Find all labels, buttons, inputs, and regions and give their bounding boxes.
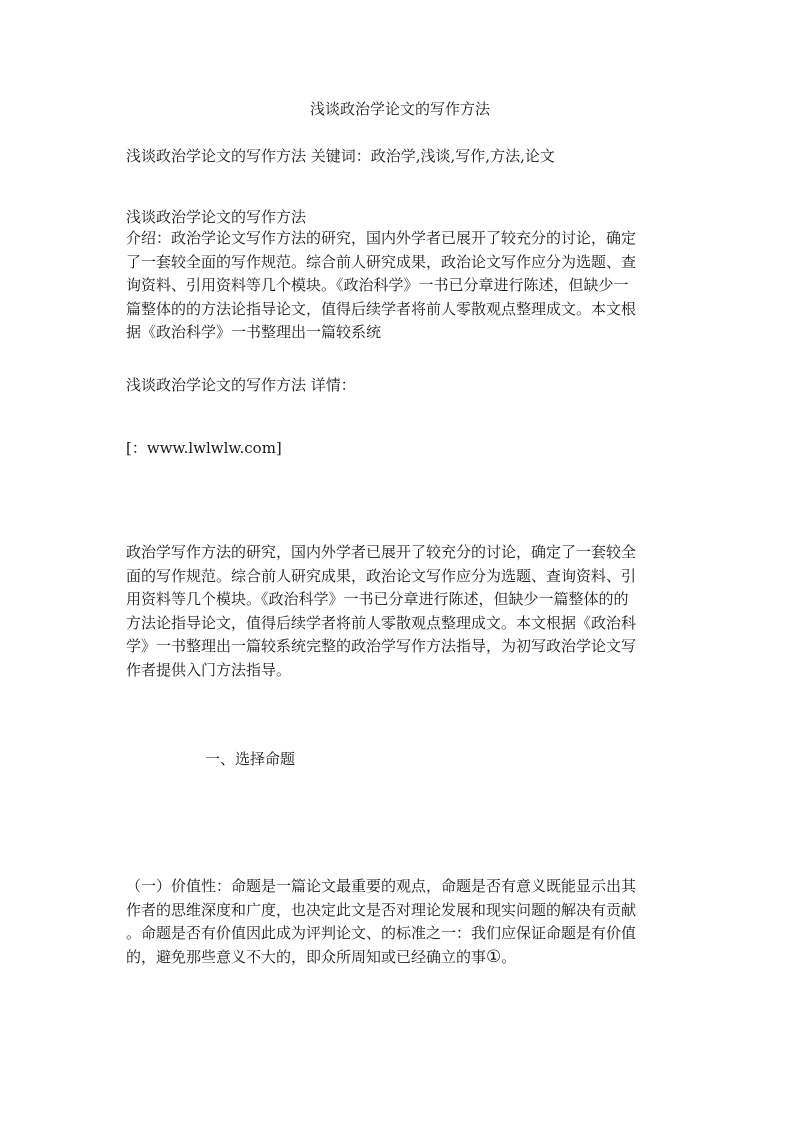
body-line: 面的写作规范。综合前人研究成果，政治论文写作应分为选题、查询资料、引: [126, 566, 637, 585]
section-line: 。命题是否有价值因此成为评判论文、的标准之一：我们应保证命题是有价值: [126, 924, 637, 942]
section-paragraph: [126, 875, 676, 969]
intro-line: 询资料、引用资料等几个模块。《政治科学》一书已分章进行陈述，但缺少一: [126, 276, 629, 294]
body-line: 方法论指导论文，值得后续学者将前人零散观点整理成文。本文根据《政治科: [126, 613, 637, 632]
intro-line: 篇整体的的方法论指导论文，值得后续学者将前人零散观点整理成文。本文根: [126, 299, 637, 318]
body-line: 用资料等几个模块。《政治科学》一书已分章进行陈述，但缺少一篇整体的的: [126, 590, 629, 608]
body-line: 政治学写作方法的研究，国内外学者已展开了较充分的讨论，确定了一套较全: [126, 543, 637, 561]
section-line: （一）价值性：命题是一篇论文最重要的观点，命题是否有意义既能显示出其: [126, 877, 637, 895]
body-paragraph: [126, 541, 676, 682]
footnote-marker[interactable]: ①: [486, 946, 502, 967]
intro-line: 了一套较全面的写作规范。综合前人研究成果，政治论文写作应分为选题、查: [126, 252, 637, 271]
section-last-line-text: 的，避免那些意义不大的，即众所周知或已经确立的事: [126, 947, 487, 966]
document-title: 浅谈政治学论文的写作方法: [309, 100, 490, 118]
intro-line: 介绍：政治学论文写作方法的研究，国内外学者已展开了较充分的讨论，确定: [126, 229, 637, 247]
body-line: 学》一书整理出一篇较系统完整的政治学写作方法指导，为初写政治学论文写: [126, 637, 637, 655]
body-line: 作者提供入门方法指导。: [126, 660, 292, 679]
details-label: 浅谈政治学论文的写作方法 详情：: [126, 376, 356, 394]
section-line: [126, 946, 676, 970]
intro-heading: 浅谈政治学论文的写作方法: [126, 208, 307, 226]
keywords-line: 浅谈政治学论文的写作方法 关键词：政治学,浅谈,写作,方法,论文: [126, 147, 555, 165]
section-last-line-end: 。: [501, 947, 517, 966]
section-heading: 一、选择命题: [205, 750, 296, 768]
intro-line: 据《政治科学》一书整理出一篇较系统: [126, 323, 382, 341]
section-line: 作者的思维深度和广度，也决定此文是否对理论发展和现实问题的解决有贡献: [126, 900, 637, 919]
source-line: [：www.lwlwlw.com]: [126, 439, 282, 457]
intro-paragraph: [126, 227, 676, 345]
